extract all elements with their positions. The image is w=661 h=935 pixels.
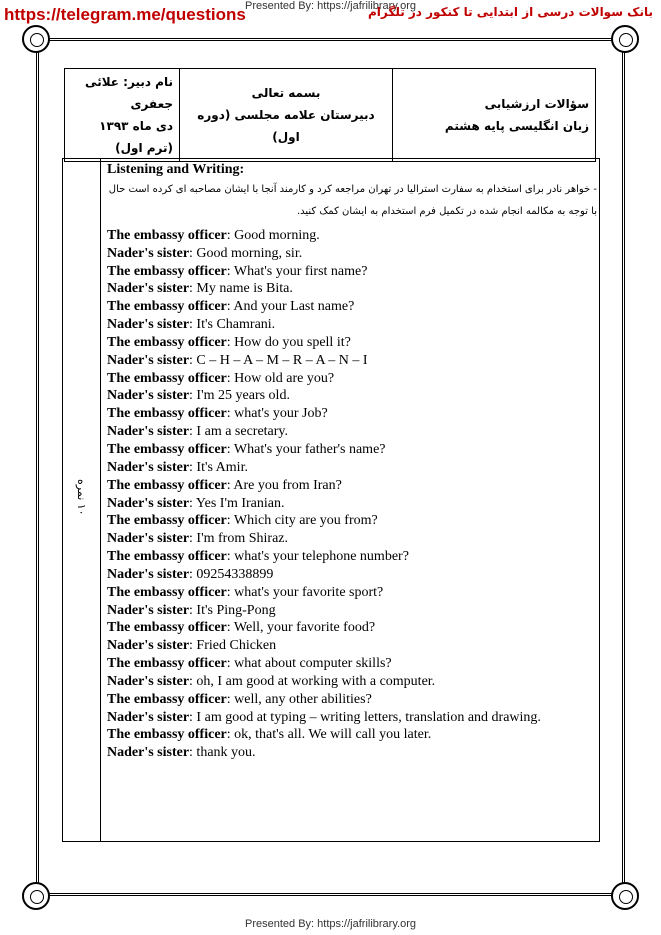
dialogue-line (107, 370, 597, 388)
dialogue-speaker: Nader's sister (107, 673, 190, 689)
dialogue-speaker: Nader's sister (107, 459, 190, 475)
dialogue-speaker: The embassy officer (107, 227, 227, 243)
dialogue-line (107, 280, 597, 298)
dialogue-text: : What's your first name? (226, 263, 368, 279)
dialogue-speaker: The embassy officer (107, 441, 227, 457)
dialogue-line (107, 673, 597, 691)
dialogue-speaker: Nader's sister (107, 745, 190, 761)
exam-header-table (64, 68, 596, 162)
dialogue-speaker: The embassy officer (107, 263, 227, 279)
dialogue-line (107, 512, 597, 530)
dialogue-speaker: The embassy officer (107, 549, 227, 565)
question-box (62, 158, 600, 842)
score-label: ۱۰ نمره (75, 479, 88, 516)
dialogue-line (107, 352, 597, 370)
score-column (63, 159, 101, 841)
dialogue-speaker: Nader's sister (107, 245, 190, 261)
corner-ornament-top-right (611, 25, 639, 53)
dialogue-text: : Fried Chicken (189, 638, 277, 654)
dialogue-line (107, 495, 597, 513)
dialogue-speaker: The embassy officer (107, 334, 227, 350)
dialogue-text: : Good morning. (226, 227, 320, 243)
dialogue-speaker: Nader's sister (107, 709, 190, 725)
dialogue-line (107, 423, 597, 441)
dialogue-text: : It's Ping-Pong (189, 602, 276, 618)
dialogue-line (107, 441, 597, 459)
bottom-watermark: Presented By: https://jafrilibrary.org (245, 918, 416, 930)
corner-ornament-top-left (22, 25, 50, 53)
dialogue-speaker: Nader's sister (107, 317, 190, 333)
dialogue-line (107, 263, 597, 281)
header-school-cell (180, 69, 393, 162)
dialogue-text: : I am a secretary. (189, 424, 289, 440)
header-teacher-cell (65, 69, 180, 162)
dialogue-speaker: The embassy officer (107, 584, 227, 600)
dialogue-speaker: The embassy officer (107, 727, 227, 743)
dialogue-speaker: Nader's sister (107, 388, 190, 404)
dialogue-line (107, 298, 597, 316)
dialogue-text: : What's your father's name? (226, 441, 386, 457)
header-bismillah: بسمه تعالی (251, 86, 321, 100)
instruction-text: - خواهر نادر برای استخدام به سفارت استرالیا در تهران مراجعه کرد و کارمند آنجا با ایشان مصاحبه ای کرده است حال با توجه به مکالمه انجام شده در تکمیل فرم استخدام به ایشان کمک کنید. (108, 183, 597, 217)
corner-ornament-bottom-left (22, 882, 50, 910)
dialogue-line (107, 334, 597, 352)
telegram-link[interactable]: https://telegram.me/questions (4, 5, 246, 24)
dialogue-text: : My name is Bita. (189, 281, 293, 297)
dialogue-text: : I'm from Shiraz. (189, 531, 288, 547)
dialogue-speaker: Nader's sister (107, 566, 190, 582)
dialogue-line (107, 459, 597, 477)
dialogue-line (107, 602, 597, 620)
dialogue-text: : what about computer skills? (226, 656, 392, 672)
dialogue-line (107, 619, 597, 637)
dialogue-line (107, 530, 597, 548)
dialogue-line (107, 637, 597, 655)
dialogue-text: : C – H – A – M – R – A – N – I (189, 352, 368, 368)
dialogue (107, 227, 597, 762)
dialogue-text: : well, any other abilities? (226, 691, 372, 707)
dialogue-line (107, 566, 597, 584)
dialogue-text: : what's your favorite sport? (226, 584, 384, 600)
dialogue-text: : oh, I am good at working with a computer. (189, 673, 436, 689)
dialogue-text: : I'm 25 years old. (189, 388, 290, 404)
corner-ornament-bottom-right (611, 882, 639, 910)
dialogue-speaker: Nader's sister (107, 495, 190, 511)
dialogue-line (107, 548, 597, 566)
dialogue-line (107, 316, 597, 334)
dialogue-line (107, 477, 597, 495)
dialogue-speaker: The embassy officer (107, 370, 227, 386)
dialogue-text: : Are you from Iran? (226, 477, 342, 493)
dialogue-line (107, 405, 597, 423)
dialogue-text: : How old are you? (226, 370, 335, 386)
dialogue-speaker: Nader's sister (107, 281, 190, 297)
dialogue-speaker: Nader's sister (107, 638, 190, 654)
dialogue-text: : thank you. (189, 745, 256, 761)
dialogue-text: : I am good at typing – writing letters, translation and drawing. (189, 709, 541, 725)
header-subject: زبان انگلیسی پایه هشتم (444, 119, 589, 133)
section-title: Listening and Writing: (107, 162, 245, 177)
dialogue-speaker: The embassy officer (107, 299, 227, 315)
dialogue-speaker: The embassy officer (107, 513, 227, 529)
dialogue-text: : Well, your favorite food? (226, 620, 376, 636)
dialogue-line (107, 709, 597, 727)
dialogue-speaker: Nader's sister (107, 352, 190, 368)
dialogue-text: : Which city are you from? (226, 513, 378, 529)
dialogue-text: : How do you spell it? (226, 334, 351, 350)
top-watermark: Presented By: https://jafrilibrary.org (245, 0, 416, 12)
header-school: دبیرستان علامه مجلسی (دوره اول) (197, 108, 375, 144)
question-content (107, 161, 597, 762)
dialogue-speaker: Nader's sister (107, 602, 190, 618)
header-date: دی ماه ۱۳۹۳ (ترم اول) (99, 119, 173, 155)
header-subject-cell (393, 69, 596, 162)
dialogue-line (107, 744, 597, 762)
dialogue-text: : ok, that's all. We will call you later. (226, 727, 432, 743)
dialogue-speaker: Nader's sister (107, 531, 190, 547)
dialogue-text: : Good morning, sir. (189, 245, 303, 261)
dialogue-line (107, 245, 597, 263)
dialogue-line (107, 691, 597, 709)
dialogue-line (107, 227, 597, 245)
dialogue-speaker: The embassy officer (107, 691, 227, 707)
dialogue-text: : And your Last name? (226, 299, 355, 315)
dialogue-text: : what's your telephone number? (226, 549, 409, 565)
dialogue-text: : It's Chamrani. (189, 317, 276, 333)
header-teacher: نام دبیر: علائی جعفری (85, 75, 173, 111)
dialogue-text: : 09254338899 (189, 566, 274, 582)
dialogue-line (107, 655, 597, 673)
dialogue-text: : what's your Job? (226, 406, 328, 422)
dialogue-text: : Yes I'm Iranian. (189, 495, 285, 511)
dialogue-speaker: Nader's sister (107, 424, 190, 440)
dialogue-text: : It's Amir. (189, 459, 248, 475)
question-bank-title: بانک سوالات درسی از ابتدایی تا کنکور در تلگرام (367, 5, 653, 19)
dialogue-line (107, 726, 597, 744)
dialogue-line (107, 387, 597, 405)
dialogue-speaker: The embassy officer (107, 477, 227, 493)
dialogue-speaker: The embassy officer (107, 656, 227, 672)
dialogue-speaker: The embassy officer (107, 406, 227, 422)
header-exam-title: سؤالات ارزشیابی (484, 97, 589, 111)
dialogue-line (107, 584, 597, 602)
dialogue-speaker: The embassy officer (107, 620, 227, 636)
